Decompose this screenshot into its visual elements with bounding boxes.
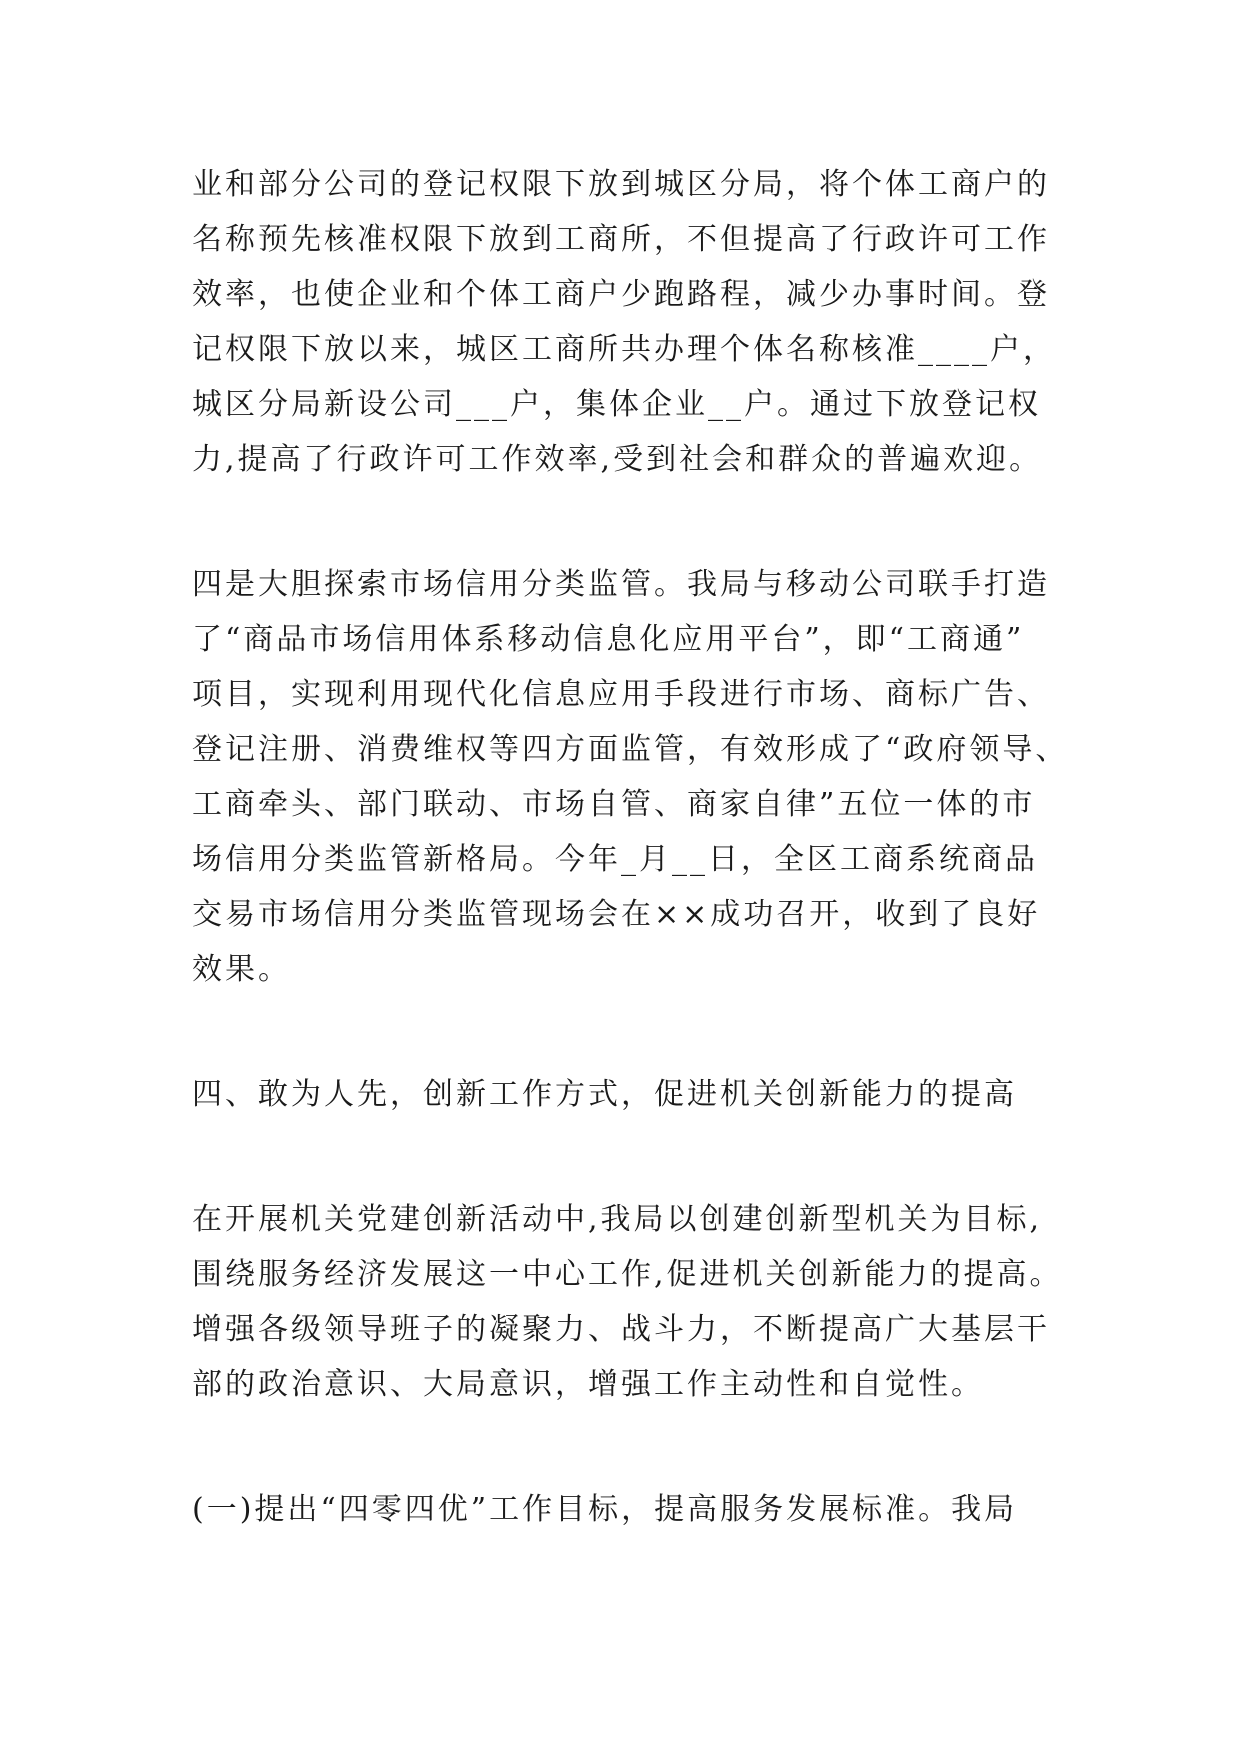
text-line: 部的政治意识、大局意识，增强工作主动性和自觉性。 bbox=[192, 1367, 984, 1402]
text-line: 名称预先核准权限下放到工商所，不但提高了行政许可工作 bbox=[192, 222, 1050, 257]
text-line: 四、敢为人先，创新工作方式，促进机关创新能力的提高 bbox=[192, 1077, 1017, 1112]
text-line: 城区分局新设公司___户，集体企业__户。通过下放登记权 bbox=[192, 387, 1041, 422]
text-line: 围绕服务经济发展这一中心工作,促进机关创新能力的提高。 bbox=[192, 1257, 1063, 1292]
text-line: 增强各级领导班子的凝聚力、战斗力，不断提高广大基层干 bbox=[192, 1312, 1050, 1347]
text-line: 力,提高了行政许可工作效率,受到社会和群众的普遍欢迎。 bbox=[192, 442, 1043, 477]
text-line: 在开展机关党建创新活动中,我局以创建创新型机关为目标, bbox=[192, 1202, 1043, 1237]
text-line: 项目，实现利用现代化信息应用手段进行市场、商标广告、 bbox=[192, 677, 1050, 712]
text-line: 效率，也使企业和个体工商户少跑路程，减少办事时间。登 bbox=[192, 277, 1050, 312]
text-line: 四是大胆探索市场信用分类监管。我局与移动公司联手打造 bbox=[192, 567, 1050, 602]
text-line: 场信用分类监管新格局。今年_月__日，全区工商系统商品 bbox=[192, 842, 1038, 877]
text-line: 工商牵头、部门联动、市场自管、商家自律”五位一体的市 bbox=[192, 787, 1036, 822]
text-line: 了“商品市场信用体系移动信息化应用平台”，即“工商通” bbox=[192, 622, 1025, 657]
text-line: 记权限下放以来，城区工商所共办理个体名称核准____户， bbox=[192, 332, 1056, 367]
text-line: 业和部分公司的登记权限下放到城区分局，将个体工商户的 bbox=[192, 167, 1050, 202]
text-line: 登记注册、消费维权等四方面监管，有效形成了“政府领导、 bbox=[192, 732, 1069, 767]
text-line: 效果。 bbox=[192, 952, 291, 987]
text-line: 交易市场信用分类监管现场会在××成功召开，收到了良好 bbox=[192, 897, 1041, 932]
text-line: (一)提出“四零四优”工作目标，提高服务发展标准。我局 bbox=[192, 1492, 1018, 1527]
